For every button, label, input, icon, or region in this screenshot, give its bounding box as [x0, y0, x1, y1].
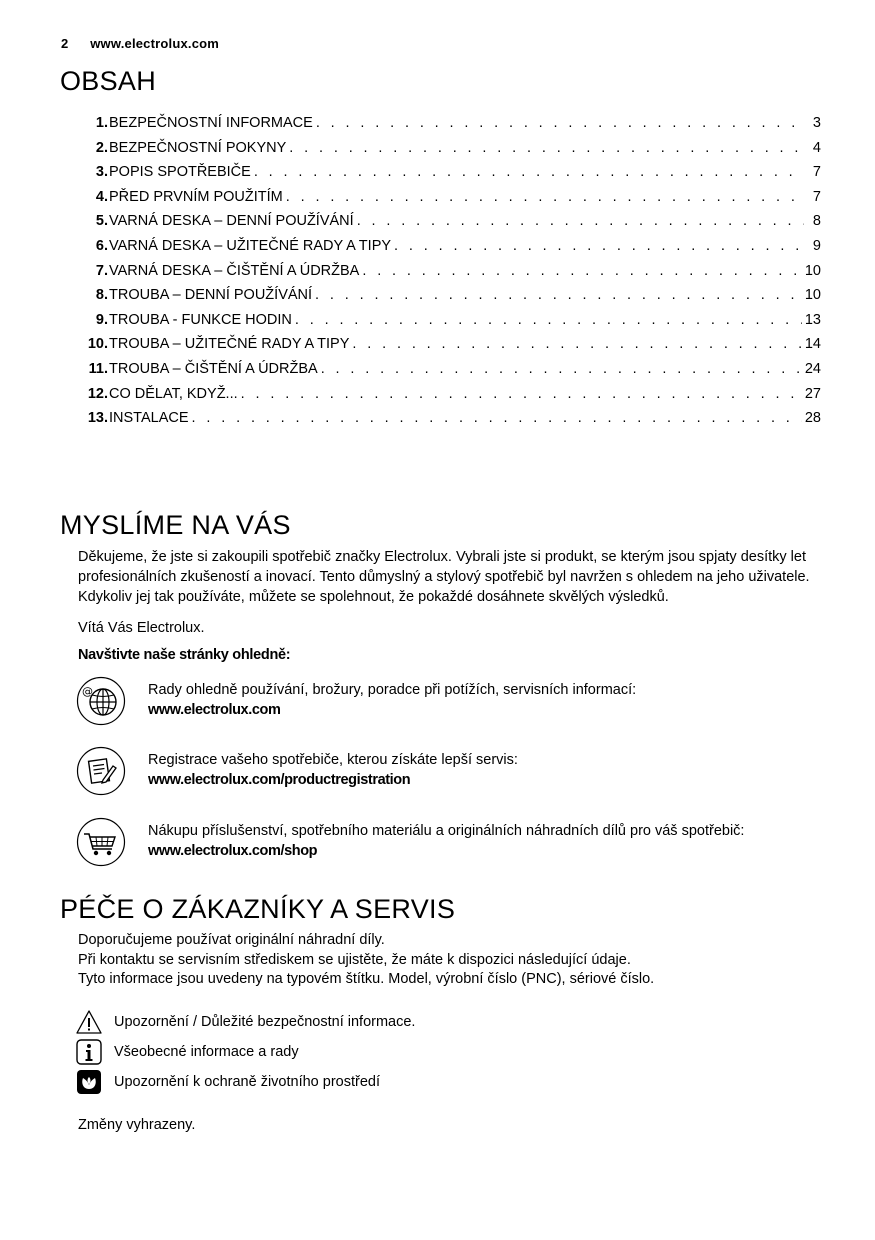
page-header: [61, 36, 219, 51]
toc-entry-number: 1.: [95, 115, 108, 131]
toc-entry[interactable]: [78, 238, 821, 263]
toc-entry-number: 3.: [95, 164, 108, 181]
toc-entry-number: 12.: [87, 385, 108, 402]
shop-link-item: [76, 817, 836, 873]
toc-entry-title: VARNÁ DESKA – UŽITEČNÉ RADY A TIPY: [109, 237, 392, 254]
toc-entry-number: 4.: [95, 188, 108, 205]
toc-entry-page: 4: [812, 139, 821, 156]
link-url[interactable]: www.electrolux.com/productregistration: [148, 772, 411, 788]
service-line: Doporučujeme používat originální náhradní díly.: [78, 932, 385, 948]
toc-entry-title: TROUBA – ČIŠTĚNÍ A ÚDRŽBA: [109, 360, 318, 377]
toc-entry[interactable]: [78, 263, 821, 288]
toc-entry-page: 27: [804, 385, 821, 402]
toc-dot-leader: [321, 361, 802, 377]
warning-icon: [76, 1009, 102, 1035]
shopping-cart-icon: [76, 817, 126, 867]
service-line: Při kontaktu se servisním střediskem se ujistěte, že máte k dispozici následující údaje.: [78, 951, 631, 968]
legend-text: Upozornění k ochraně životního prostředí: [114, 1074, 380, 1090]
toc-dot-leader: [394, 238, 804, 254]
toc-entry-page: 7: [812, 164, 821, 181]
toc-entry-number: 13.: [87, 410, 108, 427]
toc-entry-title: TROUBA – DENNÍ POUŽÍVÁNÍ: [109, 287, 313, 304]
care-heading: MYSLÍME NA VÁS: [60, 510, 291, 540]
service-line: Tyto informace jsou uvedeny na typovém štítku. Model, výrobní číslo (PNC), sériové číslo.: [78, 971, 655, 987]
toc-entry[interactable]: [78, 164, 821, 189]
toc-entry[interactable]: [78, 140, 821, 165]
changes-reserved-text: Změny vyhrazeny.: [78, 1117, 196, 1133]
toc-entry-page: 10: [804, 262, 821, 279]
toc-entry-page: 7: [812, 188, 821, 205]
toc-entry[interactable]: [78, 115, 821, 140]
toc-entry-title: PŘED PRVNÍM POUŽITÍM: [109, 188, 283, 205]
table-of-contents: [78, 115, 821, 435]
toc-entry[interactable]: [78, 312, 821, 337]
toc-dot-leader: [357, 213, 804, 229]
toc-entry[interactable]: [78, 386, 821, 411]
service-paragraph: [78, 931, 828, 990]
toc-entry-title: CO DĚLAT, KDYŽ...: [109, 385, 238, 402]
link-url[interactable]: www.electrolux.com: [148, 702, 281, 718]
toc-entry-title: INSTALACE: [109, 410, 189, 427]
toc-entry-page: 8: [812, 213, 821, 230]
toc-entry-number: 2.: [95, 139, 108, 156]
toc-entry-title: BEZPEČNOSTNÍ POKYNY: [109, 139, 287, 156]
visit-heading: Navštivte naše stránky ohledně:: [78, 647, 291, 663]
toc-entry[interactable]: [78, 361, 821, 386]
toc-entry-page: 14: [804, 336, 821, 353]
toc-entry[interactable]: [78, 213, 821, 238]
toc-dot-leader: [286, 189, 804, 205]
toc-entry-page: 13: [804, 311, 821, 328]
toc-entry-page: 3: [812, 115, 821, 131]
registration-link-item: [76, 746, 836, 802]
toc-entry-page: 10: [804, 287, 821, 304]
link-url[interactable]: www.electrolux.com/shop: [148, 843, 318, 859]
link-description: Registrace vašeho spotřebiče, kterou získáte lepší servis:: [148, 752, 518, 768]
toc-entry-number: 10.: [87, 336, 108, 353]
toc-entry-number: 11.: [88, 360, 108, 377]
toc-entry-title: BEZPEČNOSTNÍ INFORMACE: [109, 115, 313, 131]
link-description: Rady ohledně používání, brožury, poradce při potížích, servisních informací:: [148, 682, 637, 698]
service-heading: PÉČE O ZÁKAZNÍKY A SERVIS: [60, 894, 456, 924]
toc-dot-leader: [241, 386, 802, 402]
greeting-text: Vítá Vás Electrolux.: [78, 620, 205, 636]
intro-paragraph: Děkujeme, že jste si zakoupili spotřebič značky Electrolux. Vybrali jste si produkt, se kterým jsou spjaty desítky let profesionálních zkušeností a inovací. Tento důmyslný a stylový spotřebič byl navržen s ohledem na jeho uživatele. Kdykoliv jej tak používáte, můžete se spolehnout, že pokaždé dosáhnete skvělých výsledků.: [78, 549, 810, 605]
toc-entry-page: 28: [804, 410, 821, 427]
toc-dot-leader: [289, 140, 804, 156]
page-number: 2: [61, 36, 69, 51]
toc-dot-leader: [254, 164, 804, 180]
toc-dot-leader: [295, 312, 802, 328]
toc-entry-number: 6.: [95, 237, 108, 254]
toc-entry-number: 8.: [95, 287, 108, 304]
toc-dot-leader: [362, 263, 802, 279]
website-url[interactable]: www.electrolux.com: [90, 36, 220, 51]
toc-dot-leader: [316, 115, 804, 131]
svg-text:@: @: [82, 685, 93, 698]
toc-entry-page: 9: [812, 237, 821, 254]
toc-entry-title: VARNÁ DESKA – ČIŠTĚNÍ A ÚDRŽBA: [109, 262, 360, 279]
toc-entry-title: POPIS SPOTŘEBIČE: [109, 164, 251, 181]
toc-entry-title: TROUBA – UŽITEČNÉ RADY A TIPY: [109, 336, 350, 353]
info-link-item: [76, 676, 836, 732]
toc-entry[interactable]: [78, 189, 821, 214]
toc-entry[interactable]: [78, 336, 821, 361]
toc-dot-leader: [315, 287, 802, 303]
toc-dot-leader: [352, 336, 801, 352]
legend-text: Všeobecné informace a rady: [114, 1044, 299, 1060]
registration-form-icon: [76, 746, 126, 796]
toc-entry-number: 9.: [95, 311, 108, 328]
toc-entry-number: 5.: [95, 213, 108, 230]
toc-entry-number: 7.: [95, 262, 108, 279]
environment-icon: [76, 1069, 102, 1095]
toc-heading: OBSAH: [60, 66, 157, 96]
toc-dot-leader: [192, 410, 802, 426]
toc-entry[interactable]: [78, 287, 821, 312]
info-icon: [76, 1039, 102, 1065]
globe-icon: [76, 676, 126, 726]
toc-entry-title: VARNÁ DESKA – DENNÍ POUŽÍVÁNÍ: [109, 213, 354, 230]
toc-entry-title: TROUBA - FUNKCE HODIN: [109, 311, 292, 328]
link-description: Nákupu příslušenství, spotřebního materiálu a originálních náhradních dílů pro váš spotřebič:: [148, 823, 745, 839]
legend-text: Upozornění / Důležité bezpečnostní informace.: [114, 1014, 416, 1030]
toc-entry-page: 24: [804, 360, 821, 377]
toc-entry[interactable]: [78, 410, 821, 435]
